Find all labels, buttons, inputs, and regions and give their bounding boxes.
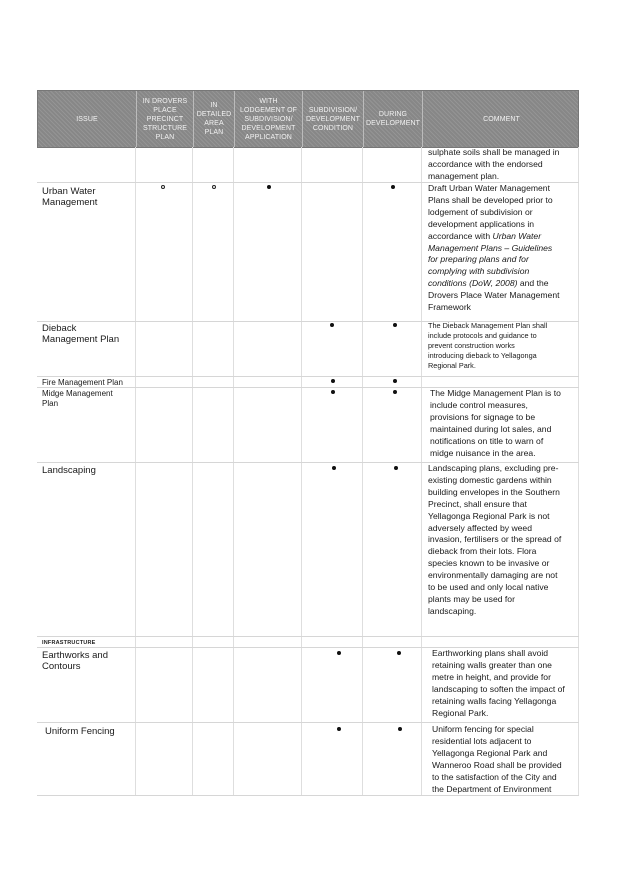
comment-midge: The Midge Management Plan is to include control measures, provisions for signage to be maintained during lot sales, and notifications on title to warn of midge nuisance in the area. (430, 388, 561, 458)
comment-fencing: Uniform fencing for special residential lots adjacent to Yellagonga Regional Park and Wanneroo Road shall be provided to the satisfaction of the City and the Department of Environment (432, 724, 562, 794)
comment-dieback: The Dieback Management Plan shall include protocols and guidance to prevent construction works introducing dieback to Yellagonga Regional Park. (428, 321, 548, 370)
marker-during (393, 323, 397, 327)
marker-condition (331, 390, 335, 394)
issue-urban-water: Urban Water Management (42, 186, 98, 208)
table-header (37, 90, 579, 148)
marker-during (393, 379, 397, 383)
marker-condition (330, 323, 334, 327)
comment-earthworks: Earthworking plans shall avoid retaining walls greater than one metre in height, and provide for landscaping to soften the impact of retaining walls facing Yellagonga Regional Park. (432, 648, 565, 718)
marker-during (394, 466, 398, 470)
comment-urban-water: Draft Urban Water Management Plans shall be developed prior to lodgement of subdivision or development applications in accordance with Urban Water Management Plans – Guidelines for preparing plans and for complying with subdivision conditions (DoW, 2008) and the Drovers Place Water Management Framework (428, 183, 560, 313)
header-lodgement: WITH LODGEMENT OF SUBDIVISION/ DEVELOPMENT APPLICATION (239, 97, 298, 141)
issue-midge: Midge Management Plan (42, 389, 113, 408)
marker-open-drovers (161, 185, 165, 189)
comment-landscaping: Landscaping plans, excluding pre- existing domestic gardens within building envelopes in the Southern Precinct, shall ensure that Yellagonga Regional Park is not adversely affected by weed invasion, fertilisers or the spread of dieback from their lots. Flora species known to be invasive or environmentally damaging are not to be used and only local native plants may be used for landscaping. (428, 463, 562, 616)
marker-condition (337, 651, 341, 655)
issue-fencing: Uniform Fencing (45, 726, 115, 737)
header-detailed-area-plan: IN DETAILED AREA PLAN (196, 102, 232, 136)
header-comment: COMMENT (483, 115, 520, 123)
marker-during (393, 390, 397, 394)
issue-dieback: Dieback Management Plan (42, 323, 120, 345)
marker-condition (332, 466, 336, 470)
issue-earthworks: Earthworks and Contours (42, 650, 109, 672)
comment-sulphate-soils: sulphate soils shall be managed in accordance with the endorsed management plan. (428, 147, 560, 181)
header-drovers-place: IN DROVERS PLACE PRECINCT STRUCTURE PLAN (142, 97, 188, 141)
marker-lodgement (267, 185, 271, 189)
header-during-development: DURING DEVELOPMENT (366, 111, 420, 127)
section-infrastructure: INFRASTRUCTURE (42, 640, 96, 646)
marker-open-detailed (212, 185, 216, 189)
marker-condition (337, 727, 341, 731)
header-condition: SUBDIVISION/ DEVELOPMENT CONDITION (306, 106, 360, 132)
marker-during (391, 185, 395, 189)
marker-during (397, 651, 401, 655)
issue-fire: Fire Management Plan (42, 378, 123, 387)
requirements-table (37, 90, 579, 794)
marker-condition (331, 379, 335, 383)
marker-during (398, 727, 402, 731)
header-issue: ISSUE (76, 115, 98, 123)
issue-landscaping: Landscaping (42, 465, 96, 476)
